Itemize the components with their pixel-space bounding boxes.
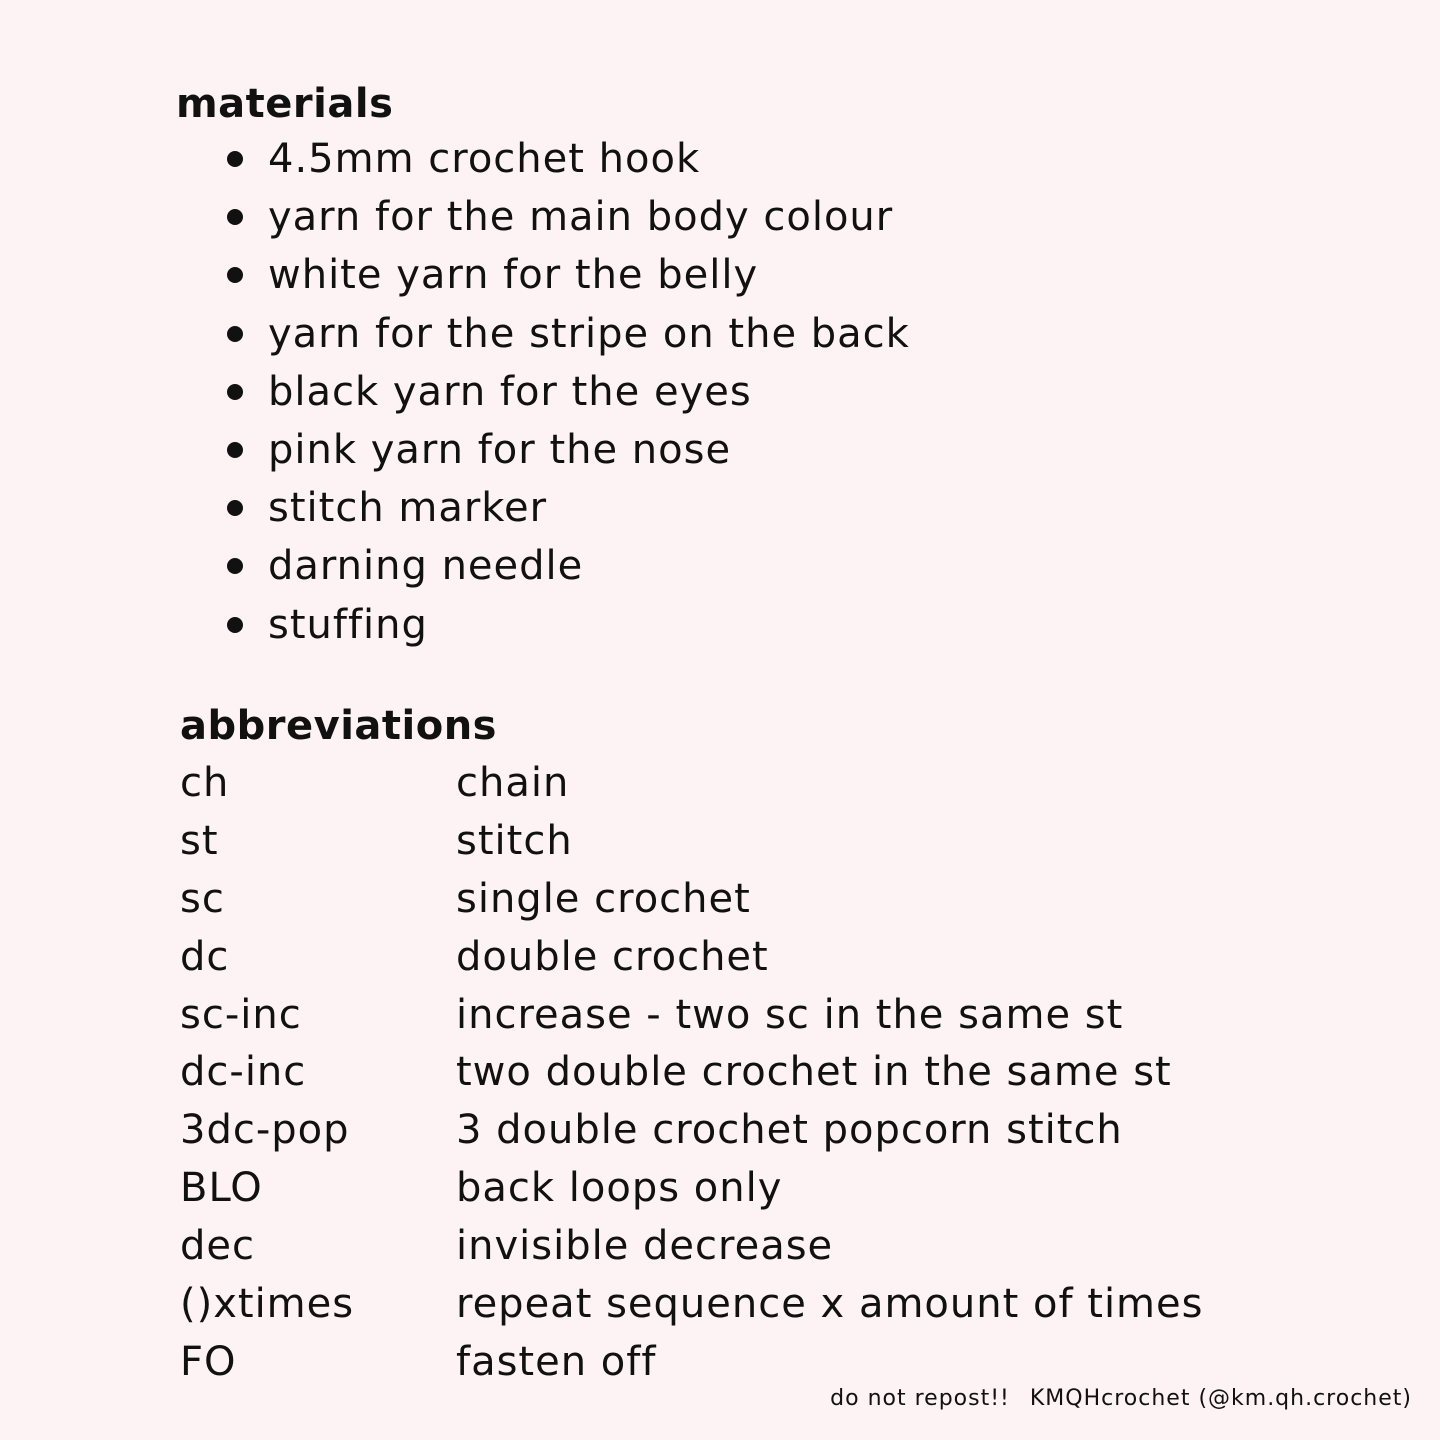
list-item bbox=[220, 596, 910, 654]
bullet-icon bbox=[227, 500, 243, 516]
abbreviation-term: ch bbox=[180, 759, 230, 806]
table-row bbox=[180, 812, 1203, 870]
abbreviation-definition: single crochet bbox=[456, 875, 751, 922]
bullet-icon bbox=[227, 442, 243, 458]
author-credit: KMQHcrochet (@km.qh.crochet) bbox=[1029, 1386, 1412, 1411]
abbreviations-heading: abbreviations bbox=[180, 703, 497, 749]
table-row bbox=[180, 1333, 1203, 1391]
abbreviations-table bbox=[180, 754, 1203, 1391]
material-label: darning needle bbox=[268, 543, 584, 590]
list-item bbox=[220, 421, 910, 479]
abbreviation-term: dc bbox=[180, 933, 230, 980]
material-label: yarn for the main body colour bbox=[268, 194, 894, 241]
materials-heading: materials bbox=[176, 81, 394, 127]
abbreviation-term: sc bbox=[180, 875, 225, 922]
materials-list bbox=[220, 130, 910, 654]
list-item bbox=[220, 188, 910, 246]
table-row bbox=[180, 1101, 1203, 1159]
abbreviation-term: 3dc-pop bbox=[180, 1107, 350, 1154]
bullet-icon bbox=[227, 209, 243, 225]
material-label: black yarn for the eyes bbox=[268, 368, 752, 415]
abbreviation-term: ()xtimes bbox=[180, 1280, 355, 1327]
list-item bbox=[220, 246, 910, 304]
table-row bbox=[180, 754, 1203, 812]
material-label: stitch marker bbox=[268, 485, 548, 532]
abbreviation-definition: 3 double crochet popcorn stitch bbox=[456, 1107, 1123, 1154]
list-item bbox=[220, 479, 910, 537]
list-item bbox=[220, 363, 910, 421]
abbreviation-term: FO bbox=[180, 1338, 237, 1385]
table-row bbox=[180, 1275, 1203, 1333]
material-label: white yarn for the belly bbox=[268, 252, 759, 299]
abbreviation-definition: stitch bbox=[456, 817, 573, 864]
bullet-icon bbox=[227, 617, 243, 633]
list-item bbox=[220, 537, 910, 595]
abbreviation-definition: chain bbox=[456, 759, 570, 806]
abbreviation-term: dc-inc bbox=[180, 1049, 307, 1096]
abbreviation-definition: back loops only bbox=[456, 1165, 783, 1212]
material-label: stuffing bbox=[268, 601, 428, 648]
repost-notice: do not repost!! bbox=[830, 1386, 1010, 1411]
table-row bbox=[180, 870, 1203, 928]
abbreviation-term: st bbox=[180, 817, 219, 864]
list-item bbox=[220, 305, 910, 363]
abbreviation-term: sc-inc bbox=[180, 991, 302, 1038]
footer-credit bbox=[830, 1386, 1412, 1411]
abbreviation-definition: fasten off bbox=[456, 1338, 657, 1385]
table-row bbox=[180, 1043, 1203, 1101]
abbreviation-term: dec bbox=[180, 1223, 255, 1270]
abbreviation-definition: two double crochet in the same st bbox=[456, 1049, 1172, 1096]
material-label: 4.5mm crochet hook bbox=[268, 136, 701, 183]
bullet-icon bbox=[227, 267, 243, 283]
list-item bbox=[220, 130, 910, 188]
table-row bbox=[180, 928, 1203, 986]
table-row bbox=[180, 1217, 1203, 1275]
bullet-icon bbox=[227, 326, 243, 342]
abbreviation-definition: invisible decrease bbox=[456, 1223, 834, 1270]
abbreviation-definition: double crochet bbox=[456, 933, 769, 980]
table-row bbox=[180, 986, 1203, 1044]
material-label: pink yarn for the nose bbox=[268, 427, 732, 474]
abbreviation-term: BLO bbox=[180, 1165, 263, 1212]
bullet-icon bbox=[227, 384, 243, 400]
bullet-icon bbox=[227, 151, 243, 167]
bullet-icon bbox=[227, 558, 243, 574]
material-label: yarn for the stripe on the back bbox=[268, 310, 910, 357]
table-row bbox=[180, 1159, 1203, 1217]
abbreviation-definition: repeat sequence x amount of times bbox=[456, 1280, 1204, 1327]
abbreviation-definition: increase - two sc in the same st bbox=[456, 991, 1124, 1038]
